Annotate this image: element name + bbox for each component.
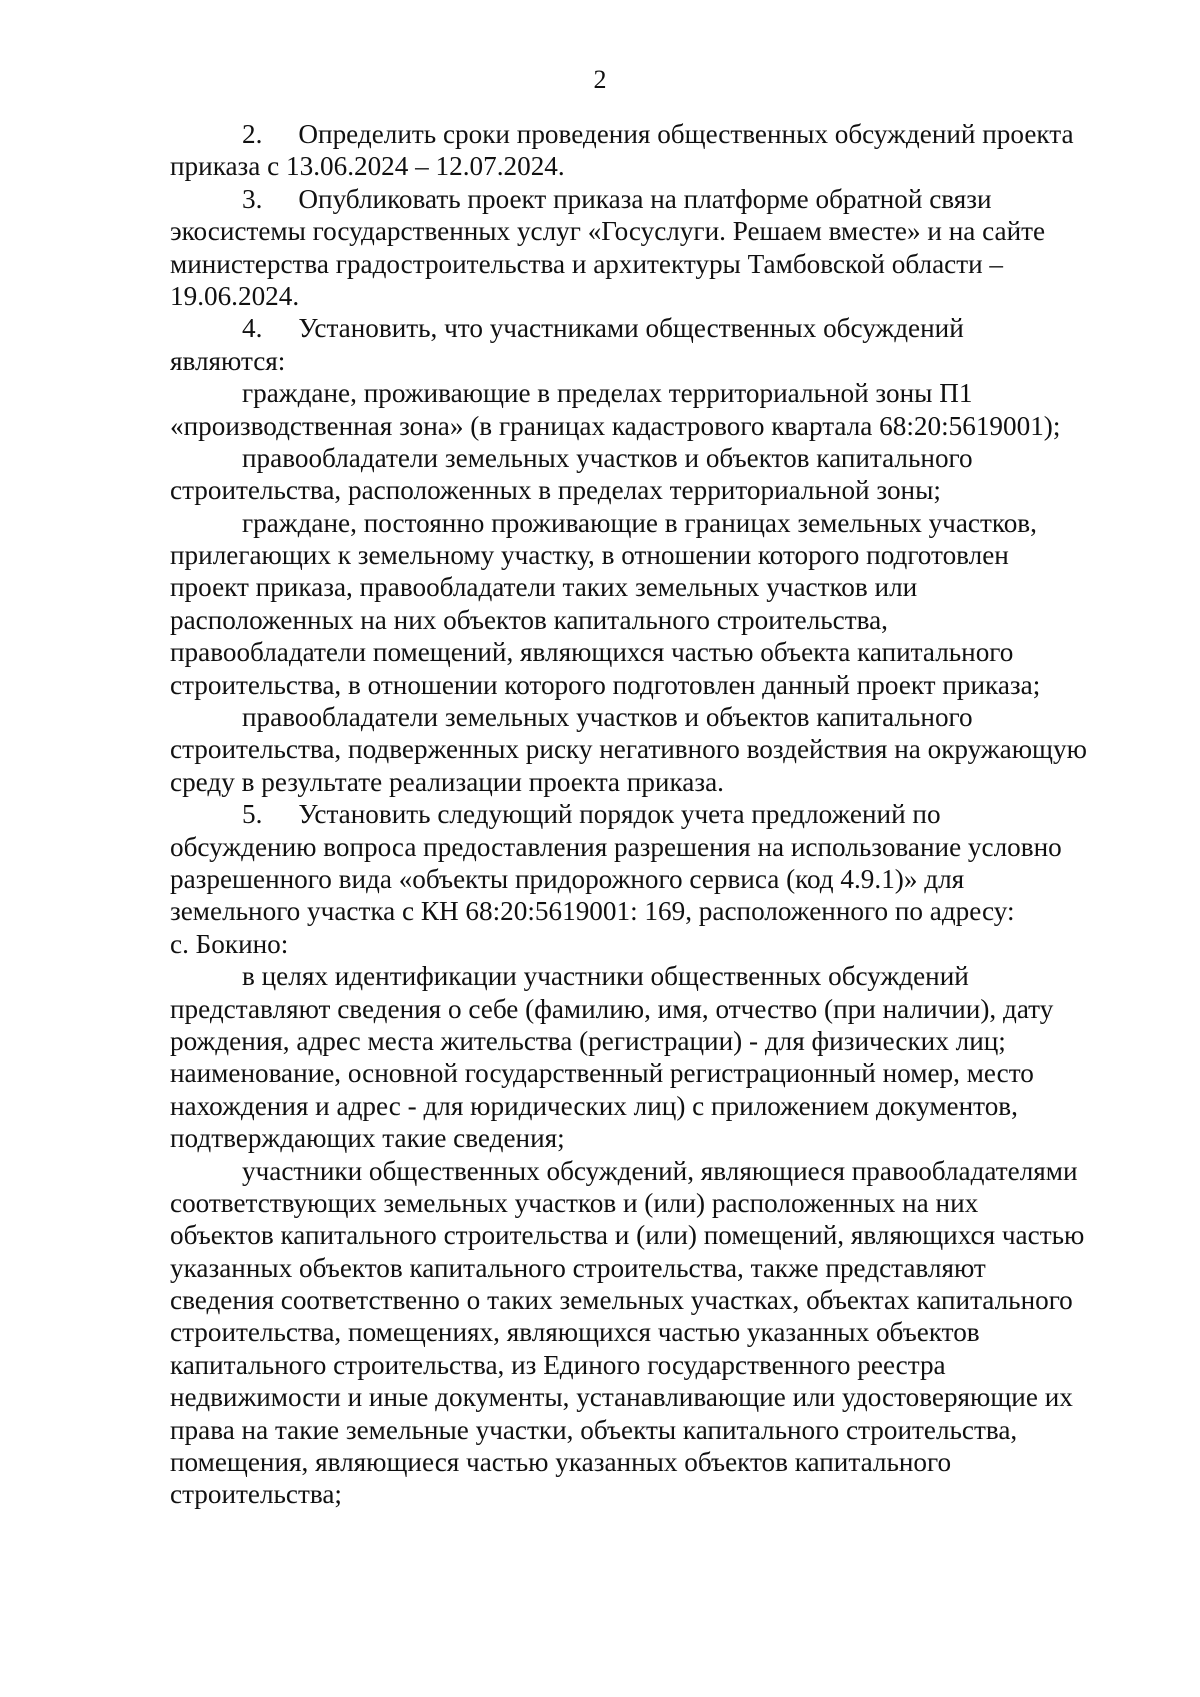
line-text: разрешенного вида «объекты придорожного сервиса (код 4.9.1)» для bbox=[170, 863, 965, 894]
text-line bbox=[170, 1284, 1130, 1316]
text-line bbox=[170, 312, 1130, 344]
line-text: приказа с 13.06.2024 – 12.07.2024. bbox=[170, 151, 565, 182]
line-text: соответствующих земельных участков и (или) расположенных на них bbox=[170, 1187, 979, 1218]
paragraph-item-5-b bbox=[170, 1155, 1130, 1511]
line-text: граждане, постоянно проживающие в границах земельных участков, bbox=[242, 507, 1037, 538]
line-text: расположенных на них объектов капитального строительства, bbox=[170, 604, 888, 635]
text-line bbox=[170, 1187, 1130, 1219]
line-text: подтверждающих такие сведения; bbox=[170, 1123, 565, 1154]
text-line bbox=[170, 1349, 1130, 1381]
line-text: «производственная зона» (в границах кадастрового квартала 68:20:5619001); bbox=[170, 410, 1061, 441]
line-text: объектов капитального строительства и (или) помещений, являющихся частью bbox=[170, 1220, 1085, 1251]
text-line bbox=[170, 1478, 1130, 1510]
line-text: Определить сроки проведения общественных обсуждений проекта bbox=[298, 119, 1074, 149]
paragraph-item-4-b bbox=[170, 442, 1130, 507]
line-text: министерства градостроительства и архитектуры Тамбовской области – bbox=[170, 248, 1004, 279]
paragraph-item-4-a bbox=[170, 377, 1130, 442]
paragraph-item-4-c bbox=[170, 507, 1130, 701]
text-line bbox=[170, 636, 1130, 668]
line-text: Опубликовать проект приказа на платформе обратной связи bbox=[298, 183, 992, 214]
text-line bbox=[170, 507, 1130, 539]
item-number: 2. bbox=[242, 119, 263, 149]
line-text: указанных объектов капитального строительства, также представляют bbox=[170, 1252, 986, 1283]
text-line bbox=[170, 474, 1130, 506]
line-text: прилегающих к земельному участку, в отношении которого подготовлен bbox=[170, 540, 1009, 571]
line-text: нахождения и адрес - для юридических лиц) с приложением документов, bbox=[170, 1090, 1018, 1121]
line-text: Установить, что участниками общественных обсуждений bbox=[298, 313, 964, 344]
line-text: Установить следующий порядок учета предложений по bbox=[298, 799, 941, 830]
line-text: строительства; bbox=[170, 1479, 342, 1510]
text-line bbox=[170, 1414, 1130, 1446]
text-line bbox=[170, 831, 1130, 863]
text-line bbox=[170, 798, 1130, 830]
text-line bbox=[170, 960, 1130, 992]
text-line bbox=[170, 669, 1130, 701]
line-text: участники общественных обсуждений, являющиеся правообладателями bbox=[242, 1155, 1078, 1186]
line-text: строительства, подверженных риску негативного воздействия на окружающую bbox=[170, 734, 1087, 765]
line-text: в целях идентификации участники общественных обсуждений bbox=[242, 961, 969, 992]
line-text: сведения соответственно о таких земельных участках, объектах капитального bbox=[170, 1285, 1073, 1316]
text-line bbox=[170, 410, 1130, 442]
page-number: 2 bbox=[593, 65, 607, 94]
text-line bbox=[170, 1025, 1130, 1057]
line-text: 19.06.2024. bbox=[170, 280, 300, 311]
line-text: правообладатели земельных участков и объектов капитального bbox=[242, 702, 973, 733]
text-line bbox=[170, 1057, 1130, 1089]
line-text: строительства, расположенных в пределах территориальной зоны; bbox=[170, 475, 941, 506]
text-line bbox=[170, 183, 1130, 215]
document-body bbox=[170, 118, 1130, 1511]
text-line bbox=[170, 345, 1130, 377]
text-line bbox=[170, 1252, 1130, 1284]
line-text: строительства, в отношении которого подготовлен данный проект приказа; bbox=[170, 669, 1041, 700]
text-line bbox=[170, 701, 1130, 733]
paragraph-item-3 bbox=[170, 183, 1130, 313]
line-text: права на такие земельные участки, объекты капитального строительства, bbox=[170, 1414, 1018, 1445]
text-line bbox=[170, 1316, 1130, 1348]
text-line bbox=[170, 280, 1130, 312]
text-line bbox=[170, 150, 1130, 182]
item-number: 3. bbox=[242, 183, 263, 214]
text-line bbox=[170, 539, 1130, 571]
text-line bbox=[170, 1446, 1130, 1478]
line-text: рождения, адрес места жительства (регистрации) - для физических лиц; bbox=[170, 1025, 1006, 1056]
line-text: правообладатели земельных участков и объектов капитального bbox=[242, 442, 973, 473]
paragraph-item-4 bbox=[170, 312, 1130, 377]
line-text: являются: bbox=[170, 345, 286, 376]
text-line bbox=[170, 604, 1130, 636]
text-line bbox=[170, 1381, 1130, 1413]
item-number: 4. bbox=[242, 313, 263, 344]
text-line bbox=[170, 1122, 1130, 1154]
text-line bbox=[170, 215, 1130, 247]
text-line bbox=[170, 571, 1130, 603]
text-line bbox=[170, 248, 1130, 280]
text-line bbox=[170, 1090, 1130, 1122]
line-text: капитального строительства, из Единого государственного реестра bbox=[170, 1349, 946, 1380]
text-line bbox=[170, 377, 1130, 409]
text-line bbox=[170, 993, 1130, 1025]
line-text: среду в результате реализации проекта приказа. bbox=[170, 766, 724, 797]
text-line bbox=[170, 1155, 1130, 1187]
line-text: экосистемы государственных услуг «Госуслуги. Решаем вместе» и на сайте bbox=[170, 216, 1046, 247]
text-line bbox=[170, 766, 1130, 798]
line-text: земельного участка с КН 68:20:5619001: 169, расположенного по адресу: bbox=[170, 896, 1015, 927]
line-text: правообладатели помещений, являющихся частью объекта капитального bbox=[170, 637, 1014, 668]
line-text: с. Бокино: bbox=[170, 928, 289, 959]
line-text: проект приказа, правообладатели таких земельных участков или bbox=[170, 572, 918, 603]
text-line bbox=[170, 118, 1130, 150]
line-text: обсуждению вопроса предоставления разрешения на использование условно bbox=[170, 831, 1062, 862]
paragraph-item-5 bbox=[170, 798, 1130, 960]
line-text: наименование, основной государственный регистрационный номер, место bbox=[170, 1058, 1034, 1089]
line-text: недвижимости и иные документы, устанавливающие или удостоверяющие их bbox=[170, 1382, 1073, 1413]
text-line bbox=[170, 442, 1130, 474]
item-number: 5. bbox=[242, 799, 263, 830]
paragraph-item-2 bbox=[170, 118, 1130, 183]
text-line bbox=[170, 733, 1130, 765]
paragraph-item-4-d bbox=[170, 701, 1130, 798]
text-line bbox=[170, 1219, 1130, 1251]
line-text: представляют сведения о себе (фамилию, имя, отчество (при наличии), дату bbox=[170, 993, 1054, 1024]
line-text: помещения, являющиеся частью указанных объектов капитального bbox=[170, 1447, 952, 1478]
line-text: строительства, помещениях, являющихся частью указанных объектов bbox=[170, 1317, 980, 1348]
text-line bbox=[170, 928, 1130, 960]
text-line bbox=[170, 895, 1130, 927]
text-line bbox=[170, 863, 1130, 895]
line-text: граждане, проживающие в пределах территориальной зоны П1 bbox=[242, 378, 973, 409]
paragraph-item-5-a bbox=[170, 960, 1130, 1154]
